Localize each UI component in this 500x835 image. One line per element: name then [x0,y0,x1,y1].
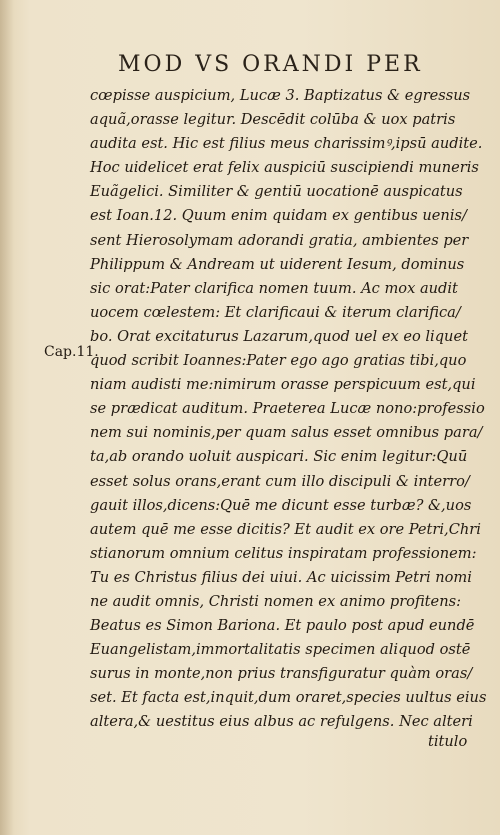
text-line: set. Et facta est,inquit,dum oraret,species uultus eius [90,689,487,707]
text-line: esset solus orans,erant cum illo discipuli & interro/ [90,472,470,490]
body-text [90,84,490,735]
text-line: stianorum omnium celitus inspiratam professionem: [90,544,477,562]
text-line: nem sui nominis,per quam salus esset omnibus para/ [90,424,483,442]
text-line: ne audit omnis, Christi nomen ex animo profitens: [90,592,461,610]
catchword: titulo [428,733,468,750]
text-line: bo. Orat excitaturus Lazarum,quod uel ex eo liquet [90,327,468,345]
text-line: audita est. Hic est filius meus charissimꝰ,ipsū audite. [90,135,483,153]
text-line: Euãgelici. Similiter & gentiū uocationē auspicatus [90,183,463,201]
text-line: autem quē me esse dicitis? Et audit ex ore Petri,Chri [90,520,481,538]
running-head: MOD VS ORANDI PER [118,52,423,77]
margin-note: Cap.11. [44,344,99,360]
text-line: niam audisti me:nimirum orasse perspicuum est,qui [90,376,476,394]
text-line: est Ioan.12. Quum enim quidam ex gentibus uenis/ [90,207,467,225]
text-line: aquã,orasse legitur. Descēdit colūba & uox patris [90,111,456,129]
text-line: sent Hierosolymam adorandi gratia, ambientes per [90,231,469,249]
text-line: Euangelistam,immortalitatis specimen aliquod ostē [90,641,471,659]
text-line: Philippum & Andream ut uiderent Iesum, dominus [90,255,465,273]
text-line: sic orat:Pater clarifica nomen tuum. Ac mox audit [90,279,458,297]
text-line: se prædicat auditum. Praeterea Lucæ nono:professio [90,400,485,418]
text-line: Hoc uidelicet erat felix auspiciū suscipiendi muneris [90,159,479,177]
text-line: Tu es Christus filius dei uiui. Ac uicissim Petri nomi [90,568,472,586]
text-line: altera,& uestitus eius albus ac refulgens. Nec alteri [90,713,473,731]
gutter-shadow [0,0,14,835]
text-line: Beatus es Simon Bariona. Et paulo post apud eundē [90,617,475,635]
text-line: cœpisse auspicium, Lucæ 3. Baptizatus & egressus [90,87,471,104]
text-line: ta,ab orando uoluit auspicari. Sic enim legitur:Quū [90,448,468,466]
text-line: uocem cœlestem: Et clarificaui & iterum clarifica/ [90,303,461,321]
text-line: gauit illos,dicens:Quē me dicunt esse turbæ? &,uos [90,496,472,514]
text-line: quod scribit Ioannes:Pater ego ago gratias tibi,quo [90,352,467,370]
text-line: surus in monte,non prius transfiguratur quàm oras/ [90,665,473,683]
